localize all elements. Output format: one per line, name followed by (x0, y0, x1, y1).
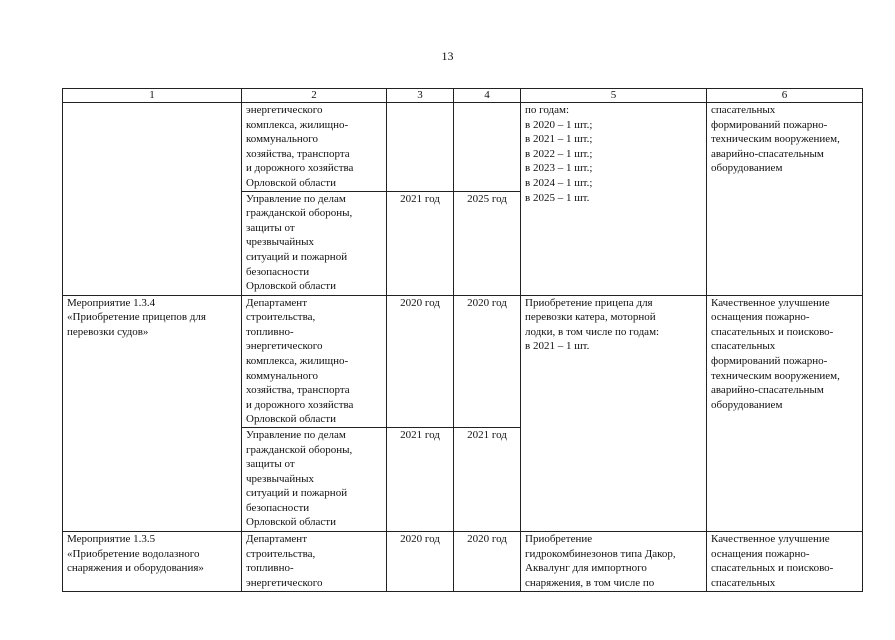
table-row (63, 295, 863, 427)
start-year-cell (387, 103, 454, 192)
column-header: 3 (387, 89, 454, 103)
column-header: 5 (521, 89, 707, 103)
measure-name-cell (63, 103, 242, 296)
table-row (63, 103, 863, 192)
description-text: Приобретение гидрокомбинезонов типа Дакор, Аквалунг для импортного снаряжения, в том числе по (525, 532, 676, 589)
end-year-cell: 2020 год (454, 531, 521, 591)
table-header-row (63, 89, 863, 103)
column-header: 1 (63, 89, 242, 103)
executor-cell (242, 531, 387, 591)
page-number: 13 (441, 49, 454, 63)
result-cell: Качественное улучшение оснащения пожарно- спасательных и поисково- спасательных формирований пожарно- техническим вооружением, аварийно-спасательным оборудованием (707, 295, 863, 531)
description-cell (521, 531, 707, 591)
end-year-cell: 2021 год (454, 427, 521, 531)
end-year-cell: 2025 год (454, 191, 521, 295)
end-year-cell (454, 103, 521, 192)
start-year-cell: 2021 год (387, 427, 454, 531)
result-cell (707, 531, 863, 591)
description-cell: Приобретение прицепа для перевозки катера, моторной лодки, в том числе по годам: в 2021 – 1 шт. (521, 295, 707, 531)
column-header: 4 (454, 89, 521, 103)
column-header: 2 (242, 89, 387, 103)
executor-cell: Департамент строительства, топливно- энергетического комплекса, жилищно- коммунального хозяйства, транспорта и дорожного хозяйства Орловской области (242, 295, 387, 427)
result-cell: спасательных формирований пожарно- техническим вооружением, аварийно-спасательным оборудованием (707, 103, 863, 296)
measure-name-cell: Мероприятие 1.3.5 «Приобретение водолазного снаряжения и оборудования» (63, 531, 242, 591)
start-year-cell: 2020 год (387, 531, 454, 591)
executor-cell: Управление по делам гражданской обороны, защиты от чрезвычайных ситуаций и пожарной безопасности Орловской области (242, 427, 387, 531)
description-cell: по годам: в 2020 – 1 шт.; в 2021 – 1 шт.; в 2022 – 1 шт.; в 2023 – 1 шт.; в 2024 – 1 шт.; в 2025 – 1 шт. (521, 103, 707, 296)
executor-cell: Управление по делам гражданской обороны, защиты от чрезвычайных ситуаций и пожарной безопасности Орловской области (242, 191, 387, 295)
column-header: 6 (707, 89, 863, 103)
executor-text: Департамент строительства, топливно- энергетического (246, 532, 323, 589)
table-row (63, 531, 863, 591)
start-year-cell: 2021 год (387, 191, 454, 295)
result-text: Качественное улучшение оснащения пожарно- спасательных и поисково- спасательных (711, 532, 834, 589)
start-year-cell: 2020 год (387, 295, 454, 427)
measure-name-cell: Мероприятие 1.3.4 «Приобретение прицепов для перевозки судов» (63, 295, 242, 531)
measures-table (62, 88, 863, 592)
executor-cell: энергетического комплекса, жилищно- коммунального хозяйства, транспорта и дорожного хозяйства Орловской области (242, 103, 387, 192)
end-year-cell: 2020 год (454, 295, 521, 427)
